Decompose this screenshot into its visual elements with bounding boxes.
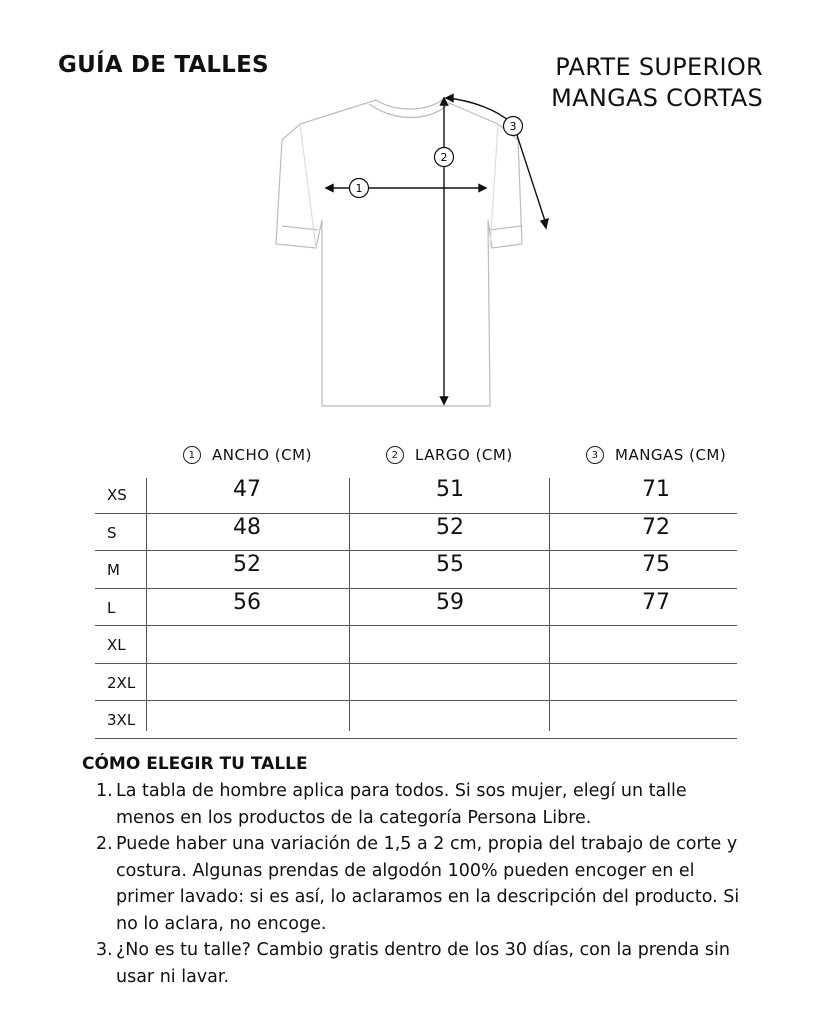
- item-text: ¿No es tu talle? Cambio gratis dentro de los 30 días, con la prenda sin usar ni lavar.: [116, 940, 730, 987]
- garment-type: [551, 52, 763, 114]
- size-label: 3XL: [107, 711, 136, 729]
- item-number: 2.: [96, 834, 113, 854]
- column-number: 2: [386, 446, 404, 464]
- size-label: M: [107, 561, 120, 579]
- largo-value: 51: [436, 477, 464, 502]
- subtitle-line-2: MANGAS CORTAS: [551, 84, 763, 112]
- item-text: La tabla de hombre aplica para todos. Si sos mujer, elegí un talle menos en los productos de la categoría Persona Libre.: [116, 781, 687, 828]
- table-row: [95, 514, 737, 552]
- size-label: S: [107, 523, 117, 542]
- mangas-value: 71: [642, 477, 670, 502]
- size-table: [95, 476, 737, 739]
- marker-2: 2: [440, 151, 448, 164]
- page-title: GUÍA DE TALLES: [58, 52, 269, 78]
- list-item: [96, 778, 746, 831]
- column-number: 3: [586, 446, 604, 464]
- list-item: [96, 937, 746, 990]
- mangas-value: 72: [642, 514, 670, 540]
- table-row: [95, 551, 737, 589]
- size-label: XL: [107, 636, 126, 654]
- ancho-value: 47: [233, 477, 261, 502]
- column-label: ANCHO (CM): [212, 446, 312, 464]
- subtitle-line-1: PARTE SUPERIOR: [555, 53, 763, 81]
- largo-value: 52: [436, 514, 464, 540]
- column-header-mangas: [586, 446, 726, 464]
- ancho-value: 56: [233, 589, 261, 615]
- column-header-ancho: [183, 446, 312, 464]
- mangas-value: 75: [642, 552, 670, 577]
- largo-value: 59: [436, 589, 464, 615]
- column-header-largo: [386, 446, 513, 464]
- ancho-value: 48: [233, 514, 261, 540]
- list-item: [96, 831, 746, 937]
- howto-list: [96, 778, 746, 990]
- size-label: XS: [107, 486, 127, 504]
- table-row: [95, 626, 737, 664]
- table-row: [95, 701, 737, 739]
- item-number: 3.: [96, 940, 113, 960]
- column-label: MANGAS (CM): [615, 446, 727, 464]
- mangas-value: 77: [642, 589, 670, 615]
- item-text: Puede haber una variación de 1,5 a 2 cm, propia del trabajo de corte y costura. Algunas prendas de algodón 100% pueden encoger en el primer lavado: si es así, lo aclaramos en la descripción del producto. Si no lo aclara, no encoge.: [116, 834, 740, 934]
- marker-1: 1: [355, 182, 363, 195]
- tshirt-diagram: [260, 88, 570, 418]
- column-number: 1: [183, 446, 201, 464]
- column-label: LARGO (CM): [415, 446, 513, 464]
- howto-title: CÓMO ELEGIR TU TALLE: [82, 754, 308, 774]
- table-row: [95, 664, 737, 702]
- size-label: 2XL: [107, 673, 136, 692]
- table-row: [95, 589, 737, 627]
- size-label: L: [107, 598, 116, 617]
- largo-value: 55: [436, 552, 464, 577]
- ancho-value: 52: [233, 552, 261, 577]
- marker-3: 3: [509, 120, 517, 133]
- item-number: 1.: [96, 781, 113, 801]
- table-row: [95, 476, 737, 514]
